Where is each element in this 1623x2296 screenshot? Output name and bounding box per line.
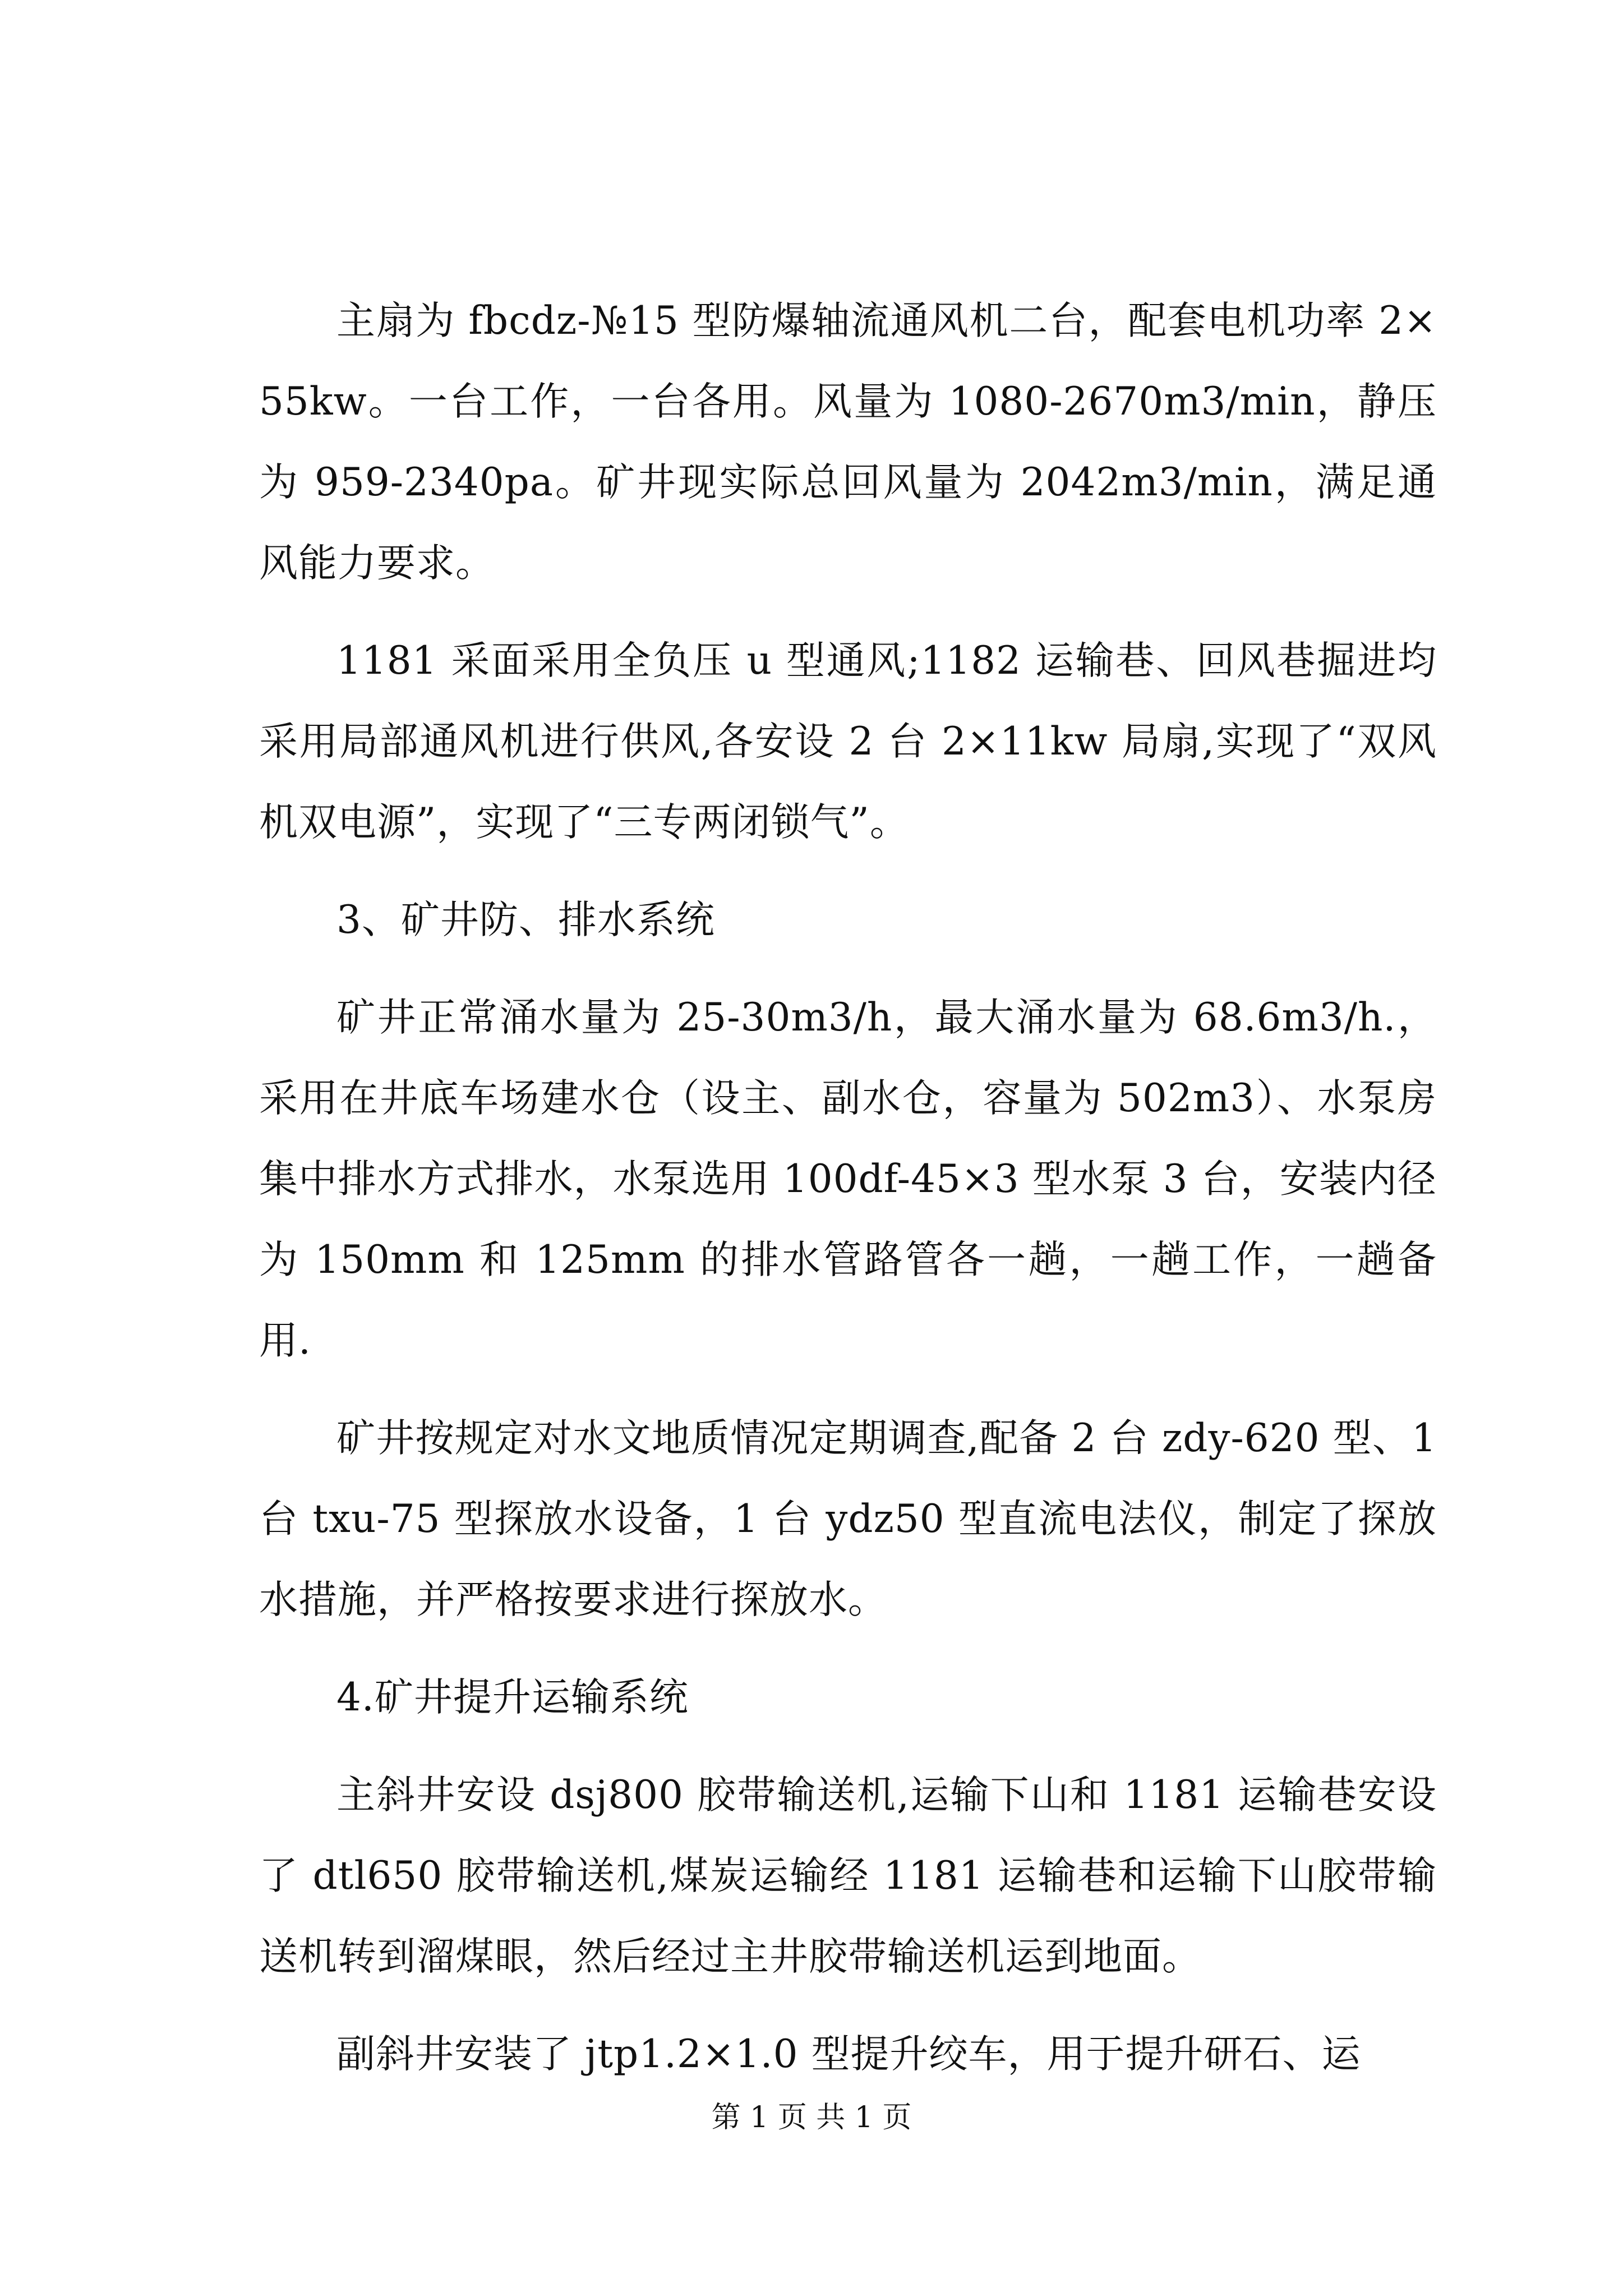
paragraph-auxiliary-incline: 副斜井安装了 jtp1.2×1.0 型提升绞车，用于提升研石、运 xyxy=(336,2032,1361,2077)
paragraph-water-inflow: 矿井正常涌水量为 25-30m3/h，最大涌水量为 68.6m3/h.，采用在井底车场建水仓（设主、副水仓，容量为 502m3）、水泵房集中排水方式排水，水泵选用 100df-45×3 型水泵 3 台，安装内径为 150mm 和 125mm 的排水管路管各一趟，一趟工作，一趟备用. xyxy=(259,995,1437,1363)
paragraph-main-fan: 主扇为 fbcdz-№15 型防爆轴流通风机二台，配套电机功率 2×55kw。一台工作，一台各用。风量为 1080-2670m3/min，静压为 959-2340pa。矿井现实际总回风量为 2042m3/min，满足通风能力要求。 xyxy=(259,298,1437,586)
paragraph-ventilation: 1181 采面采用全负压 u 型通风;1182 运输巷、回风巷掘进均采用局部通风机进行供风,各安设 2 台 2×11kw 局扇,实现了“双风机双电源”，实现了“三专两闭锁气”。 xyxy=(259,638,1437,845)
page-footer: 第 1 页 共 1 页 xyxy=(711,2101,912,2134)
paragraph-main-incline: 主斜井安设 dsj800 胶带输送机,运输下山和 1181 运输巷安设了 dtl650 胶带输送机,煤炭运输经 1181 运输巷和运输下山胶带输送机转到溜煤眼，然后经过主井胶带输送机运到地面。 xyxy=(259,1773,1437,1979)
document-body xyxy=(259,280,1437,2111)
section-heading-hoisting: 4.矿井提升运输系统 xyxy=(336,1675,689,1720)
paragraph-hydrogeology: 矿井按规定对水文地质情况定期调查,配备 2 台 zdy-620 型、1 台 txu-75 型探放水设备，1 台 ydz50 型直流电法仪，制定了探放水措施，并严格按要求进行探放水。 xyxy=(259,1416,1437,1622)
section-heading-drainage: 3、矿井防、排水系统 xyxy=(336,898,715,942)
